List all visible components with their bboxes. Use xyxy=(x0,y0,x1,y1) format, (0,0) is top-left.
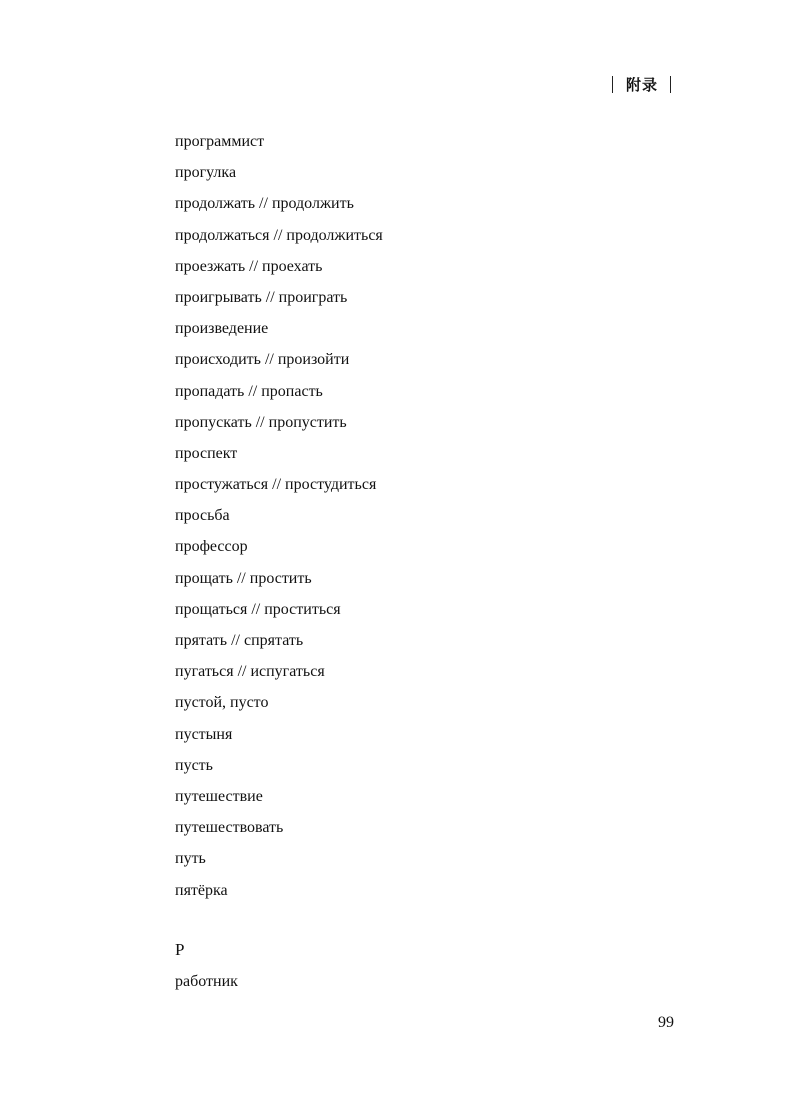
vocabulary-list-p xyxy=(175,126,383,906)
header-title: 附录 xyxy=(626,76,659,94)
vocabulary-entry: пусть xyxy=(175,756,213,774)
vocabulary-entry: прощаться // проститься xyxy=(175,600,341,618)
vocabulary-entry: прятать // спрятать xyxy=(175,632,304,649)
vocabulary-entry: пугаться // испугаться xyxy=(175,663,325,681)
vocabulary-entry: пустой, пусто xyxy=(175,694,269,712)
vocabulary-entry: прощать // простить xyxy=(175,569,312,587)
vocabulary-entry: простужаться // простудиться xyxy=(175,476,377,494)
running-header xyxy=(612,74,671,95)
vocabulary-entry: пропускать // пропустить xyxy=(175,413,347,431)
vocabulary-entry: продолжаться // продолжиться xyxy=(175,226,383,244)
vocabulary-entry: программист xyxy=(175,133,265,150)
vocabulary-entry: пятёрка xyxy=(175,881,228,899)
vocabulary-entry: работник xyxy=(175,973,238,990)
vocabulary-entry: проигрывать // проиграть xyxy=(175,288,348,306)
vocabulary-entry: происходить // произойти xyxy=(175,351,350,369)
vocabulary-list-r xyxy=(175,966,238,997)
section-letter-heading: Р xyxy=(175,940,185,959)
vocabulary-entry: прогулка xyxy=(175,164,237,182)
header-left-rule xyxy=(612,76,613,93)
vocabulary-entry: проспект xyxy=(175,444,238,462)
vocabulary-entry: проезжать // проехать xyxy=(175,257,323,275)
header-right-rule xyxy=(670,76,671,93)
page-number: 99 xyxy=(658,1014,674,1031)
vocabulary-entry: пропадать // пропасть xyxy=(175,382,323,400)
vocabulary-entry: произведение xyxy=(175,320,269,338)
vocabulary-entry: профессор xyxy=(175,538,248,556)
vocabulary-entry: пустыня xyxy=(175,725,233,743)
vocabulary-entry: путешествовать xyxy=(175,819,284,837)
vocabulary-entry: просьба xyxy=(175,507,230,525)
vocabulary-entry: путь xyxy=(175,850,206,868)
vocabulary-entry: продолжать // продолжить xyxy=(175,195,354,213)
vocabulary-entry: путешествие xyxy=(175,787,263,805)
